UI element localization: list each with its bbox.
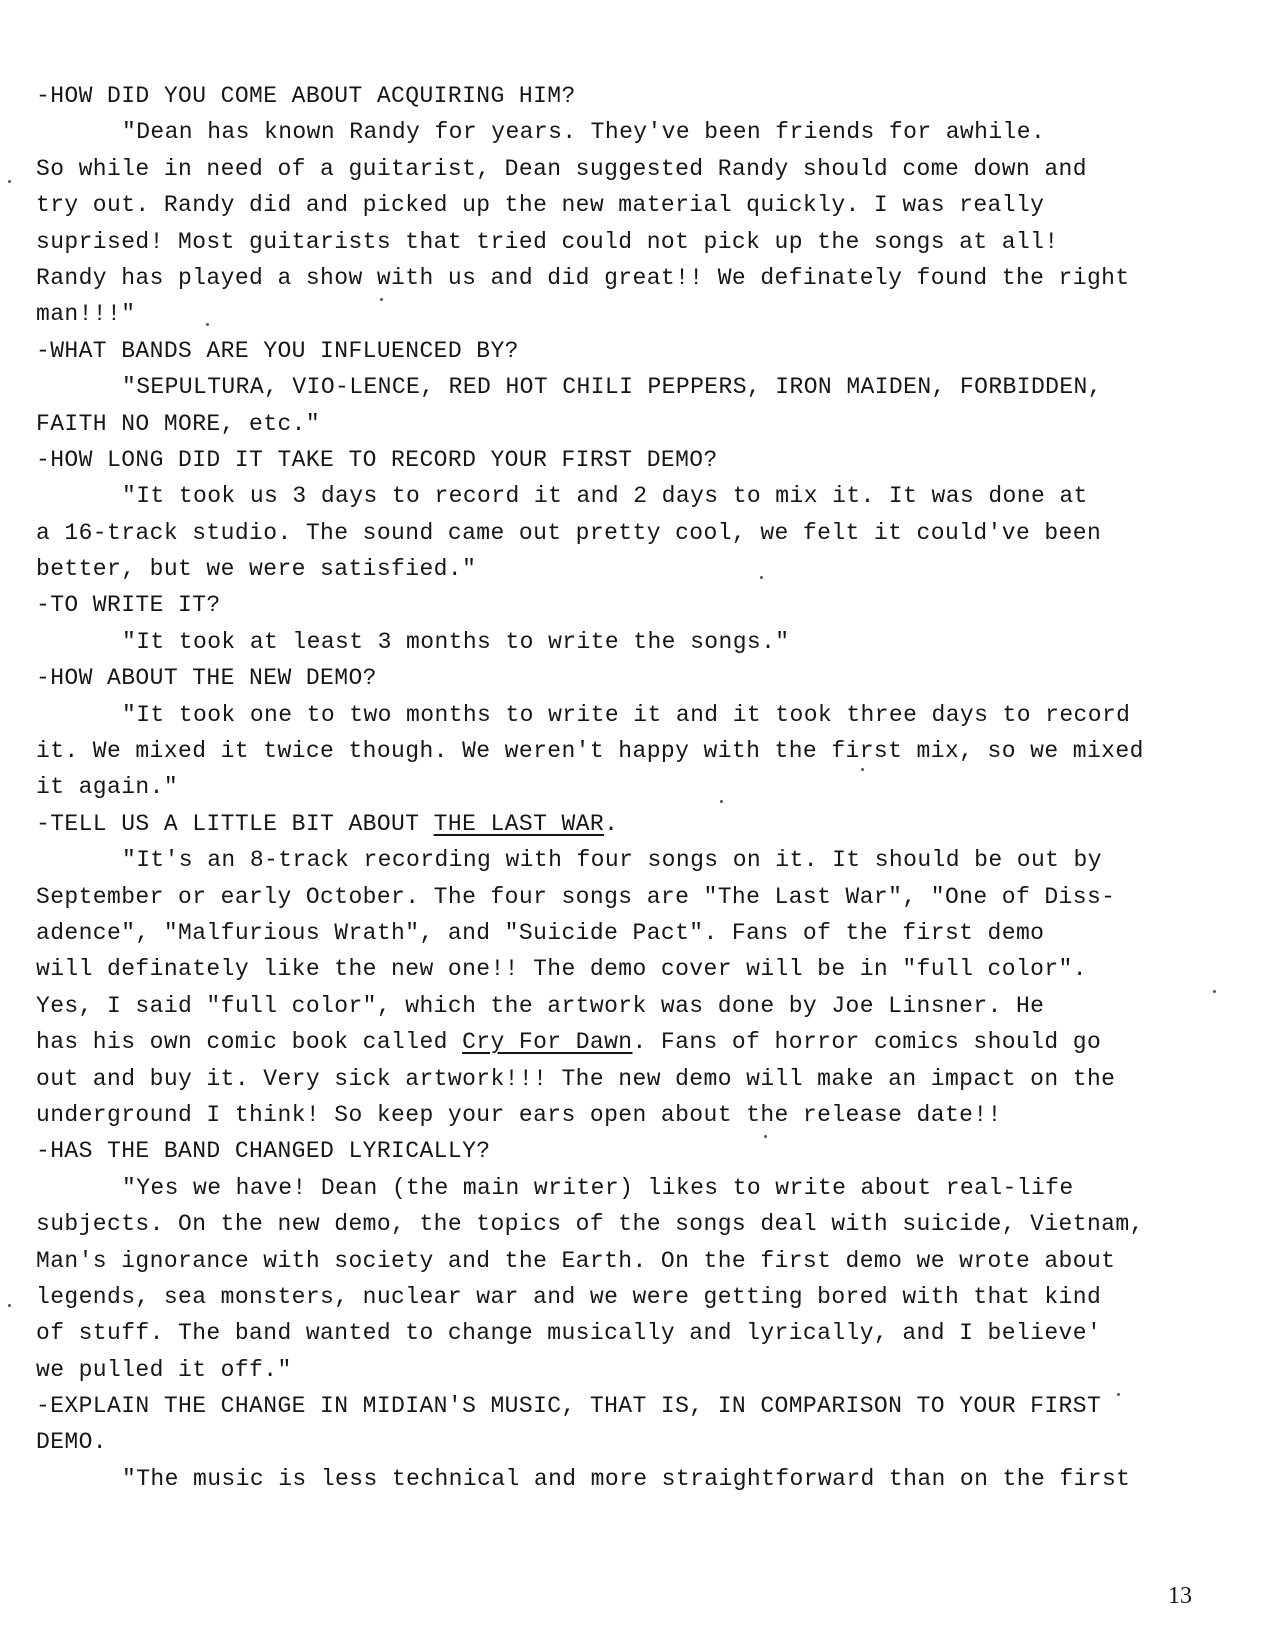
scan-speck: [8, 1304, 11, 1307]
text-line-content: man!!!": [36, 301, 136, 328]
text-line-content: "It's an 8-track recording with four songs on it. It should be out by: [122, 847, 1102, 874]
text-line: [36, 478, 1236, 514]
text-line-content: -TO WRITE IT?: [36, 592, 221, 619]
text-line-content: "The music is less technical and more straightforward than on the first: [122, 1465, 1131, 1492]
scan-speck: [720, 800, 723, 803]
interview-text: [36, 78, 1236, 1497]
text-line: [36, 951, 1236, 987]
text-line: [36, 624, 1236, 660]
text-line-content: -HOW LONG DID IT TAKE TO RECORD YOUR FIRST DEMO?: [36, 446, 718, 473]
text-line: [36, 1097, 1236, 1133]
text-line-content: try out. Randy did and picked up the new material quickly. I was really: [36, 192, 1045, 219]
text-line-content: Randy has played a show with us and did great!! We definately found the right: [36, 264, 1130, 291]
text-line-content: Man's ignorance with society and the Earth. On the first demo we wrote about: [36, 1247, 1116, 1274]
text-line: [36, 1133, 1236, 1169]
text-line: [36, 1243, 1236, 1279]
text-line: [36, 296, 1236, 332]
text-line-content: DEMO.: [36, 1429, 108, 1456]
text-line: [36, 1061, 1236, 1097]
text-line: [36, 551, 1236, 587]
text-line: [36, 1206, 1236, 1242]
scan-speck: [1213, 990, 1216, 993]
text-line: [36, 988, 1236, 1024]
underlined-title: Cry For Dawn: [462, 1029, 633, 1056]
text-line-content: subjects. On the new demo, the topics of the songs deal with suicide, Vietnam,: [36, 1211, 1144, 1238]
text-line-content: of stuff. The band wanted to change musically and lyrically, and I believe': [36, 1320, 1102, 1347]
text-line-content: a 16-track studio. The sound came out pretty cool, we felt it could've been: [36, 519, 1102, 546]
text-line: [36, 369, 1236, 405]
scan-speck: [760, 576, 763, 579]
text-line: [36, 733, 1236, 769]
text-line-content: -EXPLAIN THE CHANGE IN MIDIAN'S MUSIC, THAT IS, IN COMPARISON TO YOUR FIRST: [36, 1393, 1102, 1420]
text-line-content: legends, sea monsters, nuclear war and we were getting bored with that kind: [36, 1283, 1102, 1310]
text-line-content: "Yes we have! Dean (the main writer) likes to write about real-life: [122, 1174, 1074, 1201]
text-line: [36, 224, 1236, 260]
text-line-content: -TELL US A LITTLE BIT ABOUT: [36, 810, 434, 837]
text-line-content: "SEPULTURA, VIO-LENCE, RED HOT CHILI PEPPERS, IRON MAIDEN, FORBIDDEN,: [122, 374, 1102, 401]
text-line: [36, 660, 1236, 696]
scan-speck: [764, 1135, 767, 1138]
text-line-content: "Dean has known Randy for years. They've been friends for awhile.: [122, 119, 1046, 146]
scan-speck: [861, 768, 864, 771]
text-line: [36, 406, 1236, 442]
text-line-content: FAITH NO MORE, etc.": [36, 410, 321, 437]
text-line: [36, 1279, 1236, 1315]
text-line-content: it again.": [36, 774, 179, 801]
text-line: [36, 515, 1236, 551]
text-line-content: we pulled it off.": [36, 1356, 292, 1383]
text-line: [36, 260, 1236, 296]
text-line-content: So while in need of a guitarist, Dean suggested Randy should come down and: [36, 155, 1087, 182]
text-line-continuation: . Fans of horror comics should go: [632, 1029, 1102, 1056]
text-line-content: suprised! Most guitarists that tried could not pick up the songs at all!: [36, 228, 1059, 255]
text-line: [36, 587, 1236, 623]
text-line: [36, 915, 1236, 951]
text-line: [36, 1461, 1236, 1497]
text-line-content: September or early October. The four songs are "The Last War", "One of Diss-: [36, 883, 1116, 910]
text-line: [36, 879, 1236, 915]
text-line: [36, 1388, 1236, 1424]
text-line: [36, 114, 1236, 150]
text-line-content: better, but we were satisfied.": [36, 556, 477, 583]
page-number: 13: [1168, 1583, 1192, 1609]
text-line-content: will definately like the new one!! The demo cover will be in "full color".: [36, 956, 1087, 983]
scan-speck: [1117, 1393, 1120, 1396]
text-line-content: "It took us 3 days to record it and 2 days to mix it. It was done at: [122, 483, 1088, 510]
text-line: [36, 1352, 1236, 1388]
text-line: [36, 1024, 1236, 1060]
text-line: [36, 1170, 1236, 1206]
text-line: [36, 769, 1236, 805]
text-line: [36, 187, 1236, 223]
text-line: [36, 1424, 1236, 1460]
scan-speck: [380, 298, 383, 301]
text-line-content: underground I think! So keep your ears open about the release date!!: [36, 1101, 1002, 1128]
text-line: [36, 333, 1236, 369]
text-line: [36, 151, 1236, 187]
text-line-content: -HAS THE BAND CHANGED LYRICALLY?: [36, 1138, 491, 1165]
text-line-content: -WHAT BANDS ARE YOU INFLUENCED BY?: [36, 337, 519, 364]
text-line: [36, 442, 1236, 478]
text-line-content: "It took one to two months to write it and it took three days to record: [122, 701, 1131, 728]
text-line: [36, 1315, 1236, 1351]
text-line-continuation: .: [604, 810, 619, 837]
text-line: [36, 78, 1236, 114]
text-line-content: -HOW ABOUT THE NEW DEMO?: [36, 665, 377, 692]
scan-speck: [8, 180, 11, 183]
text-line-content: -HOW DID YOU COME ABOUT ACQUIRING HIM?: [36, 83, 576, 109]
text-line-content: it. We mixed it twice though. We weren't happy with the first mix, so we mixed: [36, 738, 1144, 765]
text-line: [36, 842, 1236, 878]
text-line-content: Yes, I said "full color", which the artwork was done by Joe Linsner. He: [36, 992, 1045, 1019]
text-line-content: out and buy it. Very sick artwork!!! The new demo will make an impact on the: [36, 1065, 1116, 1092]
text-line: [36, 697, 1236, 733]
text-line-content: "It took at least 3 months to write the songs.": [122, 628, 790, 655]
underlined-title: THE LAST WAR: [433, 810, 605, 837]
text-line: [36, 806, 1236, 842]
scan-speck: [206, 323, 209, 326]
text-line-content: adence", "Malfurious Wrath", and "Suicide Pact". Fans of the first demo: [36, 919, 1045, 946]
text-line-content: has his own comic book called: [36, 1029, 463, 1056]
